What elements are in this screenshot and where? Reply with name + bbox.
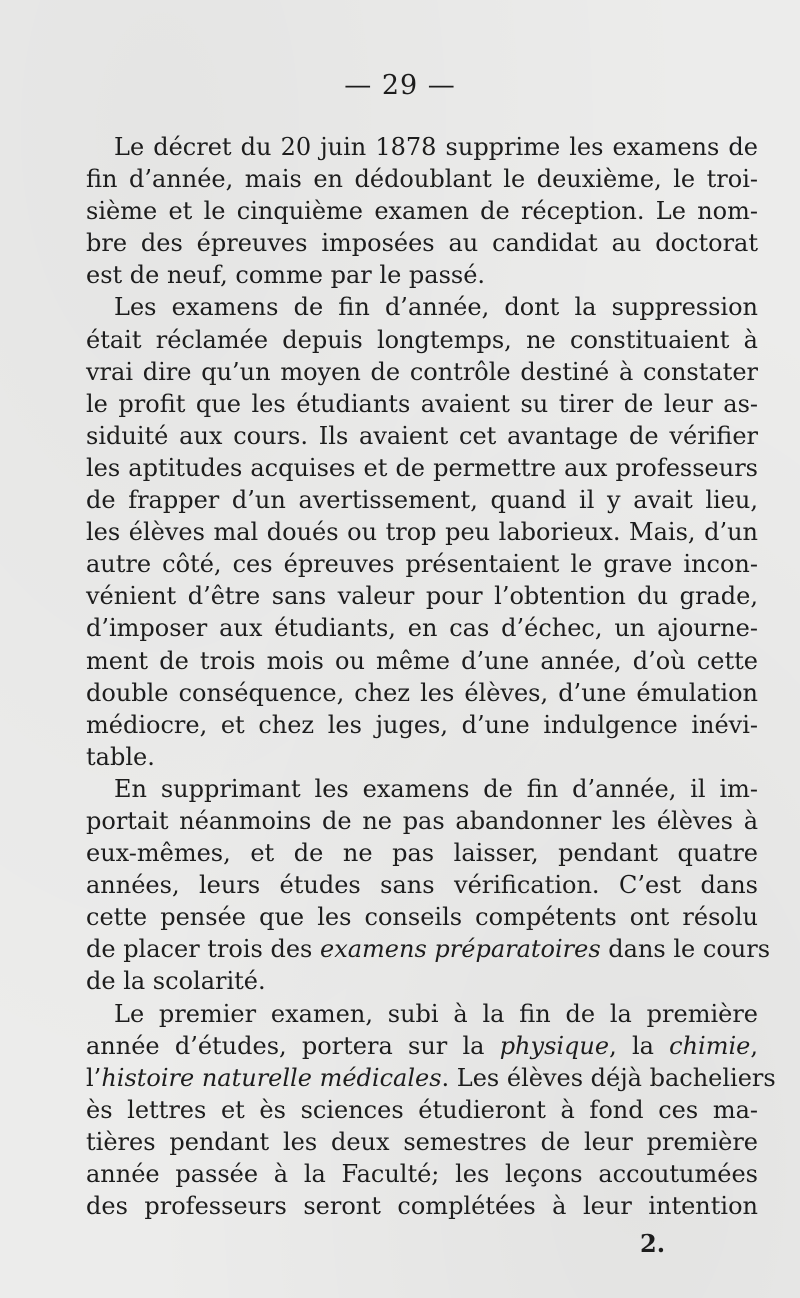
text-line: bre des épreuves imposées au candidat au doctorat: [86, 229, 758, 258]
text-line: les aptitudes acquises et de permettre aux professeurs: [86, 453, 758, 482]
text-line: tières pendant les deux semestres de leur première: [86, 1127, 758, 1156]
text-segment: l’: [86, 1063, 102, 1092]
text-line: ès lettres et ès sciences étudieront à fond ces ma-: [86, 1095, 758, 1124]
text-segment: dans le cours: [600, 935, 771, 964]
text-segment: ,: [750, 1031, 759, 1060]
text-segment: de placer trois des: [86, 935, 320, 964]
text-segment: . Les élèves déjà bacheliers: [441, 1063, 776, 1092]
text-line: En supprimant les examens de fin d’année, il im-: [114, 774, 758, 803]
page-number: — 29 —: [344, 70, 456, 101]
text-line: le profit que les étudiants avaient su tirer de leur as-: [86, 389, 758, 418]
text-line: siduité aux cours. Ils avaient cet avantage de vérifier: [86, 421, 758, 450]
text-line: Le décret du 20 juin 1878 supprime les examens de: [114, 133, 758, 161]
text-line: autre côté, ces épreuves présentaient le grave incon-: [86, 550, 758, 579]
text-line: double conséquence, chez les élèves, d’une émulation: [86, 678, 758, 707]
text-line: années, leurs études sans vérification. C’est dans: [86, 871, 758, 900]
body-text: [86, 131, 776, 1222]
text-line: d’imposer aux étudiants, en cas d’échec, un ajourne-: [86, 614, 758, 643]
text-line: cette pensée que les conseils compétents ont résolu: [86, 903, 758, 932]
italic-segment: examens préparatoires: [320, 935, 601, 964]
text-line: les élèves mal doués ou trop peu laborieux. Mais, d’un: [86, 518, 758, 547]
text-line: portait néanmoins de ne pas abandonner les élèves à: [86, 806, 758, 835]
text-line: vrai dire qu’un moyen de contrôle destiné à constater: [86, 357, 758, 386]
text-segment: , la: [609, 1031, 670, 1060]
text-line: [86, 933, 771, 965]
text-segment: année d’études, portera sur la: [86, 1031, 500, 1060]
text-line: eux-mêmes, et de ne pas laisser, pendant quatre: [86, 839, 758, 868]
text-line: de frapper d’un avertissement, quand il y avait lieu,: [86, 486, 758, 515]
text-line: des professeurs seront complétées à leur intention: [86, 1192, 758, 1221]
text-line: année passée à la Faculté; les leçons accoutumées: [86, 1160, 758, 1188]
text-line: fin d’année, mais en dédoublant le deuxième, le troi-: [86, 165, 758, 194]
text-line: Le premier examen, subi à la fin de la première: [114, 999, 758, 1028]
text-line: [86, 1030, 758, 1062]
text-line: sième et le cinquième examen de réception. Le nom-: [86, 197, 758, 226]
text-line: [86, 1062, 776, 1094]
text-line: médiocre, et chez les juges, d’une indulgence inévi-: [86, 710, 758, 739]
text-line: de la scolarité.: [86, 967, 266, 996]
text-line: table.: [86, 742, 155, 771]
italic-segment: histoire naturelle médicales: [101, 1063, 442, 1092]
text-line: était réclamée depuis longtemps, ne constituaient à: [86, 325, 758, 354]
text-line: est de neuf, comme par le passé.: [86, 261, 486, 290]
signature-mark: 2.: [640, 1229, 666, 1258]
text-line: Les examens de fin d’année, dont la suppression: [114, 293, 758, 322]
text-line: vénient d’être sans valeur pour l’obtention du grade,: [86, 582, 758, 611]
italic-segment: chimie: [669, 1031, 751, 1060]
text-line: ment de trois mois ou même d’une année, d’où cette: [86, 646, 758, 675]
italic-segment: physique: [499, 1031, 610, 1060]
